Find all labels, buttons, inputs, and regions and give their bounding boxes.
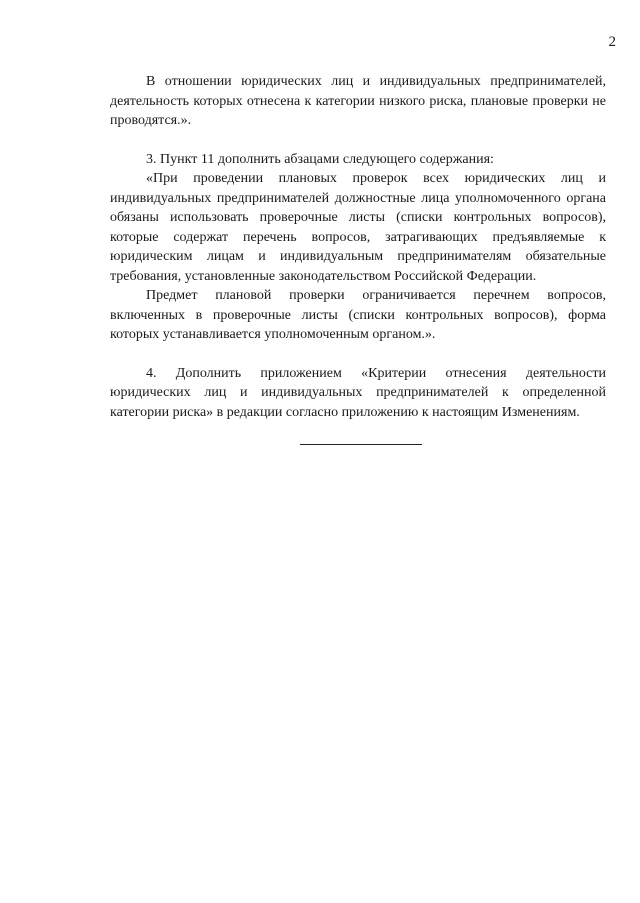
paragraph-low-risk: В отношении юридических лиц и индивидуальных предпринимателей, деятельность которых отнесена к категории низкого риска, плановые проверки не проводятся.».	[110, 74, 606, 128]
paragraph-item-4: 4. Дополнить приложением «Критерии отнесения деятельности юридических лиц и индивидуальных предпринимателей к определенной категории риска» в редакции согласно приложению к настоящим Изменениям.	[110, 365, 606, 420]
document-body	[110, 72, 606, 422]
paragraph-checklists: «При проведении плановых проверок всех юридических лиц и индивидуальных предпринимателей должностные лица уполномоченного органа обязаны использовать проверочные листы (списки контрольных вопросов), которые содержат перечень вопросов, затрагивающих предъявляемые к юридическим лицам и индивидуальным предпринимателям обязательные требования, установленные законодательством Российской Федерации.	[110, 171, 606, 284]
paragraph-gap	[110, 345, 606, 364]
end-divider	[300, 444, 422, 445]
paragraph-item-3: 3. Пункт 11 дополнить абзацами следующего содержания:	[146, 151, 494, 167]
paragraph-inspection-subject: Предмет плановой проверки ограничивается перечнем вопросов, включенных в проверочные листы (списки контрольных вопросов), форма которых устанавливается уполномоченным органом.».	[110, 288, 606, 342]
paragraph-gap	[110, 131, 606, 150]
page-number: 2	[608, 34, 616, 50]
